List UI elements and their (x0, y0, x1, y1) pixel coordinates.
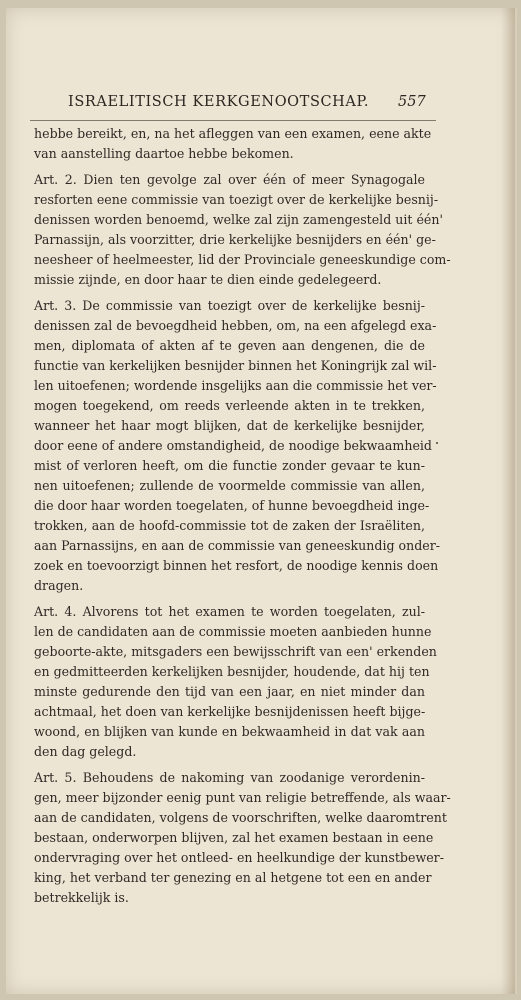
text-line: bestaan, onderworpen blijven, zal het examen bestaan in eene (34, 830, 434, 845)
text-line: hebbe bereikt, en, na het afleggen van een examen, eene akte (34, 126, 432, 141)
text-line: Art. 4. Alvorens tot het examen te worden toegelaten, zul- (34, 604, 425, 619)
book-page (6, 8, 517, 994)
text-line: wanneer het haar mogt blijken, dat de kerkelijke besnijder, (34, 418, 425, 433)
text-line: aan Parnassijns, en aan de commissie van geneeskundig onder- (34, 538, 441, 553)
text-line: ondervraging over het ontleed- en heelkundige der kunstbewer- (34, 850, 444, 865)
text-line: len de candidaten aan de commissie moeten aanbieden hunne (34, 624, 432, 639)
text-line: gen, meer bijzonder eenig punt van religie betreffende, als waar- (34, 790, 451, 805)
margin-mark (436, 442, 438, 444)
page-number: 557 (398, 94, 426, 110)
text-line: king, het verband ter genezing en al hetgene tot een en ander (34, 870, 432, 885)
text-line: die door haar worden toegelaten, of hunne bevoegdheid inge- (34, 498, 430, 513)
text-line: zoek en toevoorzigt binnen het resfort, de noodige kennis doen (34, 558, 439, 573)
text-line: missie zijnde, en door haar te dien einde gedelegeerd. (34, 272, 382, 287)
text-line: van aanstelling daartoe hebbe bekomen. (34, 146, 294, 161)
text-line: trokken, aan de hoofd-commissie tot de zaken der Israëliten, (34, 518, 425, 533)
running-head: ISRAELITISCH KERKGENOOTSCHAP. (68, 94, 370, 110)
page-edge-shadow (501, 8, 515, 994)
text-line: woond, en blijken van kunde en bekwaamheid in dat vak aan (34, 724, 425, 739)
text-line: betrekkelijk is. (34, 890, 129, 905)
text-line: dragen. (34, 578, 84, 593)
text-line: Parnassijn, als voorzitter, drie kerkelijke besnijders en één' ge- (34, 232, 436, 247)
text-line: Art. 3. De commissie van toezigt over de kerkelijke besnij- (34, 298, 425, 313)
text-line: aan de candidaten, volgens de voorschriften, welke daaromtrent (34, 810, 447, 825)
text-line: minste gedurende den tijd van een jaar, en niet minder dan (34, 684, 425, 699)
text-line: den dag gelegd. (34, 744, 137, 759)
header-rule (30, 120, 436, 121)
text-line: nen uitoefenen; zullende de voormelde commissie van allen, (34, 478, 425, 493)
text-line: len uitoefenen; wordende insgelijks aan die commissie het ver- (34, 378, 437, 393)
text-line: denissen worden benoemd, welke zal zijn zamengesteld uit één' (34, 212, 443, 227)
text-line: Art. 2. Dien ten gevolge zal over één of meer Synagogale (34, 172, 425, 187)
text-line: Art. 5. Behoudens de nakoming van zoodanige verordenin- (34, 770, 425, 785)
text-line: neesheer of heelmeester, lid der Provinciale geneeskundige com- (34, 252, 451, 267)
text-line: resforten eene commissie van toezigt over de kerkelijke besnij- (34, 192, 439, 207)
text-line: en gedmitteerden kerkelijken besnijder, houdende, dat hij ten (34, 664, 430, 679)
text-line: denissen zal de bevoegdheid hebben, om, na een afgelegd exa- (34, 318, 437, 333)
text-line: mist of verloren heeft, om die functie zonder gevaar te kun- (34, 458, 425, 473)
text-line: mogen toegekend, om reeds verleende akten in te trekken, (34, 398, 425, 413)
text-line: achtmaal, het doen van kerkelijke besnijdenissen heeft bijge- (34, 704, 426, 719)
text-line: functie van kerkelijken besnijder binnen het Koningrijk zal wil- (34, 358, 437, 373)
text-line: geboorte-akte, mitsgaders een bewijsschrift van een' erkenden (34, 644, 437, 659)
text-line: door eene of andere omstandigheid, de noodige bekwaamheid (34, 438, 432, 453)
text-line: men, diplomata of akten af te geven aan dengenen, die de (34, 338, 425, 353)
